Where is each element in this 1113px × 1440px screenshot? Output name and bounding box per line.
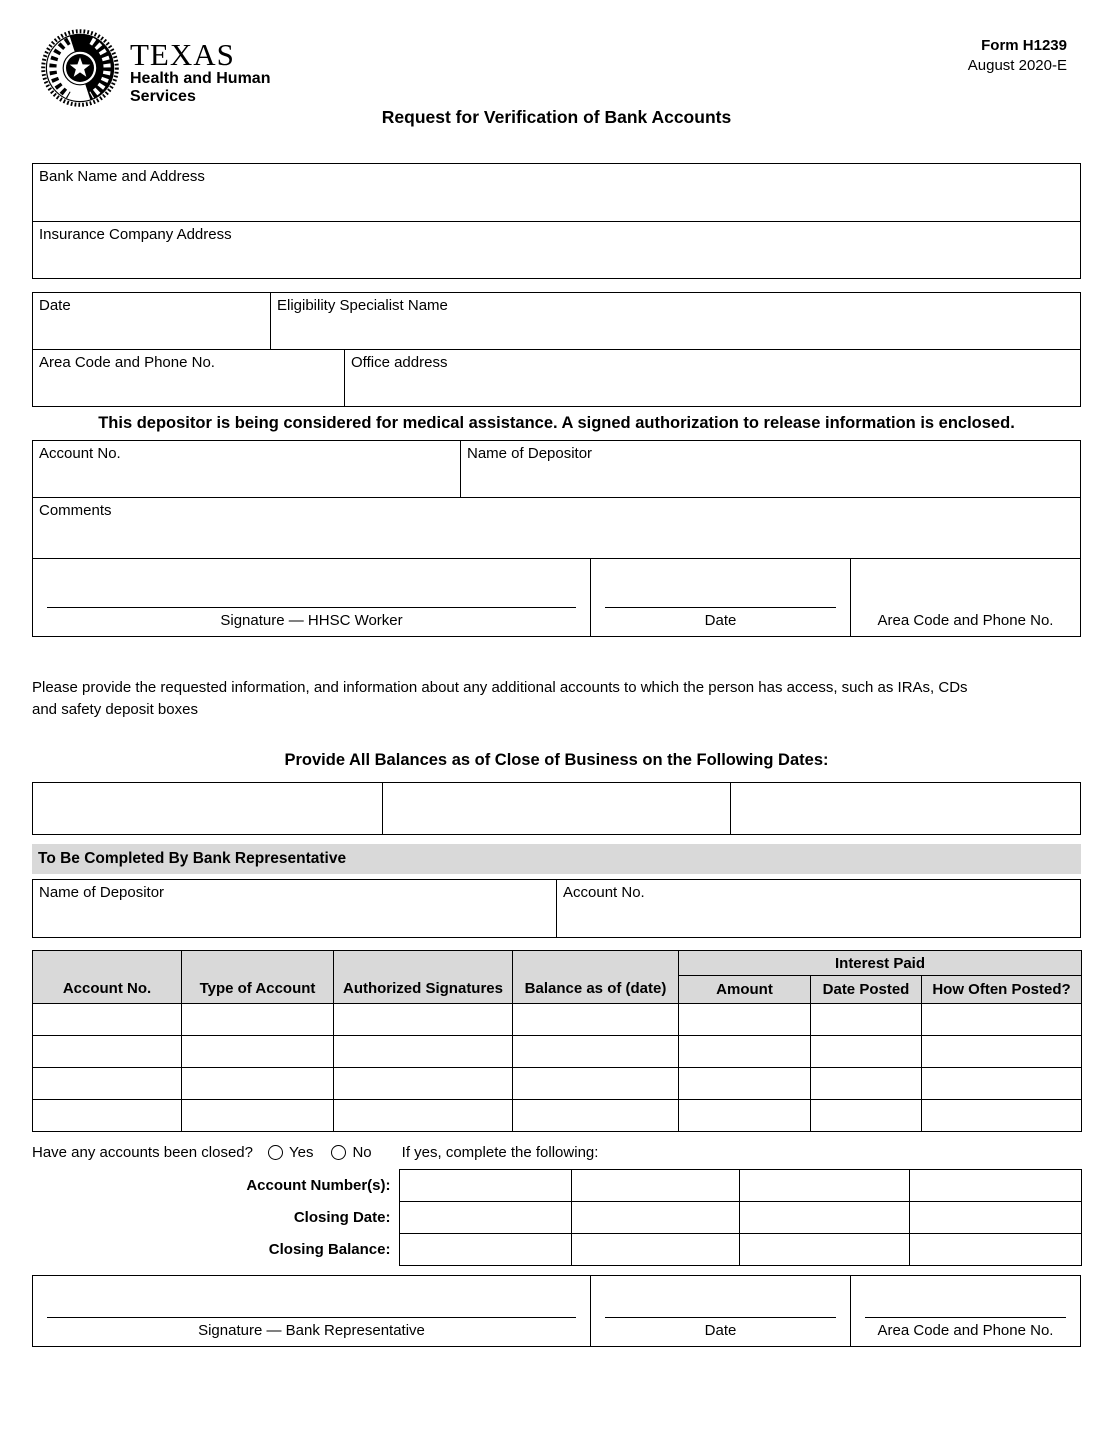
- account-table-cell[interactable]: [679, 1100, 811, 1132]
- date-field[interactable]: [33, 293, 270, 349]
- account-table-cell[interactable]: [33, 1100, 182, 1132]
- account-table-cell[interactable]: [513, 1036, 679, 1068]
- form-id-block: [968, 36, 1067, 76]
- bank-name-address-label: Bank Name and Address: [39, 168, 205, 185]
- bank-rep-phone-label: Area Code and Phone No.: [877, 1322, 1054, 1339]
- closing-date-cell[interactable]: [399, 1202, 571, 1234]
- date-line: [605, 1317, 836, 1318]
- rep-account-no-field[interactable]: [556, 880, 1080, 937]
- name-of-depositor-field[interactable]: [460, 441, 1080, 497]
- balances-heading: Provide All Balances as of Close of Business on the Following Dates:: [284, 751, 829, 769]
- account-table-cell[interactable]: [513, 1004, 679, 1036]
- agency-logo: [40, 28, 270, 108]
- account-table-cell[interactable]: [33, 1068, 182, 1100]
- account-table-cell[interactable]: [679, 1004, 811, 1036]
- no-radio[interactable]: [331, 1145, 346, 1160]
- closed-accounts-question-row: [32, 1144, 1081, 1161]
- hhsc-worker-date-label: Date: [704, 612, 737, 629]
- closed-account-number-cell[interactable]: [909, 1170, 1081, 1202]
- table-row: [32, 1202, 1081, 1234]
- table-row: [33, 1004, 1082, 1036]
- hhsc-worker-signature-label: Signature — HHSC Worker: [220, 612, 403, 629]
- closing-date-cell[interactable]: [909, 1202, 1081, 1234]
- rep-name-of-depositor-field[interactable]: [33, 880, 556, 937]
- no-radio-label: No: [352, 1144, 372, 1161]
- bank-address-box: [32, 163, 1081, 279]
- account-table-cell[interactable]: [182, 1068, 334, 1100]
- account-table-cell[interactable]: [33, 1004, 182, 1036]
- col-header-type-of-account: Type of Account: [182, 951, 334, 1004]
- name-of-depositor-label: Name of Depositor: [467, 445, 593, 462]
- table-row: [32, 1234, 1081, 1266]
- account-table-cell[interactable]: [922, 1068, 1082, 1100]
- signature-line: [47, 607, 576, 608]
- balance-dates-box: [32, 782, 1081, 835]
- account-table-cell[interactable]: [182, 1004, 334, 1036]
- yes-radio-label: Yes: [288, 1144, 314, 1161]
- bank-rep-depositor-box: [32, 879, 1081, 938]
- table-row: [33, 1036, 1082, 1068]
- balance-date-cell-2[interactable]: [382, 783, 730, 834]
- closed-accounts-table: [32, 1169, 1082, 1266]
- form-header: [0, 0, 1113, 163]
- account-table-cell[interactable]: [513, 1068, 679, 1100]
- date-line: [605, 607, 836, 608]
- depositor-notice: This depositor is being considered for medical assistance. A signed authorization to release information is enclosed.: [98, 414, 1015, 432]
- eligibility-specialist-name-label: Eligibility Specialist Name: [277, 297, 448, 314]
- col-group-interest-paid: Interest Paid: [679, 951, 1082, 976]
- account-no-label: Account No.: [39, 445, 121, 462]
- col-header-account-no: Account No.: [33, 951, 182, 1004]
- closing-balance-cell[interactable]: [739, 1234, 909, 1266]
- date-label: Date: [39, 297, 71, 314]
- yes-radio[interactable]: [268, 1145, 283, 1160]
- account-table-cell[interactable]: [679, 1068, 811, 1100]
- instructions-line2: and safety deposit boxes: [32, 701, 198, 718]
- bank-rep-signature-area[interactable]: [33, 1276, 590, 1346]
- agency-name-org: TEXAS: [130, 37, 235, 72]
- account-table-cell[interactable]: [33, 1036, 182, 1068]
- texas-hhs-seal-icon: [40, 28, 120, 108]
- hhsc-worker-signature-area[interactable]: [33, 559, 590, 636]
- account-table-cell[interactable]: [811, 1100, 922, 1132]
- bank-rep-phone-area[interactable]: [850, 1276, 1080, 1346]
- account-table-cell[interactable]: [811, 1036, 922, 1068]
- account-table-cell[interactable]: [922, 1004, 1082, 1036]
- account-table-cell[interactable]: [679, 1036, 811, 1068]
- eligibility-specialist-name-field[interactable]: [270, 293, 1080, 349]
- form-title: Request for Verification of Bank Accounts: [381, 107, 732, 127]
- closing-date-label: Closing Date:: [32, 1202, 399, 1234]
- col-header-amount: Amount: [679, 976, 811, 1004]
- account-table-cell[interactable]: [513, 1100, 679, 1132]
- hhsc-worker-phone-label: Area Code and Phone No.: [877, 612, 1054, 629]
- account-table-cell[interactable]: [182, 1100, 334, 1132]
- office-address-field[interactable]: [344, 350, 1080, 406]
- insurance-company-address-field[interactable]: [33, 222, 1080, 278]
- bank-rep-section-heading: To Be Completed By Bank Representative: [32, 844, 1081, 874]
- col-header-date-posted: Date Posted: [811, 976, 922, 1004]
- insurance-company-address-label: Insurance Company Address: [39, 226, 232, 243]
- col-header-authorized-signatures: Authorized Signatures: [334, 951, 513, 1004]
- signature-line: [47, 1317, 576, 1318]
- agency-name-dept1: Health and Human: [130, 70, 271, 87]
- balance-date-cell-1[interactable]: [33, 783, 382, 834]
- specialist-info-box: [32, 292, 1081, 407]
- rep-name-of-depositor-label: Name of Depositor: [39, 884, 165, 901]
- closing-balance-label: Closing Balance:: [32, 1234, 399, 1266]
- closed-account-numbers-label: Account Number(s):: [32, 1170, 399, 1202]
- bank-name-address-field[interactable]: [33, 164, 1080, 221]
- closing-balance-cell[interactable]: [399, 1234, 571, 1266]
- account-table-cell[interactable]: [811, 1068, 922, 1100]
- hhsc-worker-box: [32, 440, 1081, 637]
- form-number: Form H1239: [981, 37, 1067, 54]
- bank-rep-signature-box: [32, 1275, 1081, 1347]
- closing-balance-cell[interactable]: [571, 1234, 739, 1266]
- account-table-cell[interactable]: [334, 1068, 513, 1100]
- area-code-phone-label: Area Code and Phone No.: [39, 354, 215, 371]
- account-table-cell[interactable]: [334, 1036, 513, 1068]
- closed-account-number-cell[interactable]: [399, 1170, 571, 1202]
- account-no-field[interactable]: [33, 441, 460, 497]
- closing-date-cell[interactable]: [739, 1202, 909, 1234]
- table-row: [33, 1100, 1082, 1132]
- office-address-label: Office address: [351, 354, 448, 371]
- instructions-line1: Please provide the requested information, and information about any additional accounts to which the person has access, such as IRAs, CDs: [32, 679, 968, 696]
- col-header-balance-as-of: Balance as of (date): [513, 951, 679, 1004]
- balance-date-cell-3[interactable]: [730, 783, 1080, 834]
- account-table-cell[interactable]: [922, 1100, 1082, 1132]
- comments-field[interactable]: [33, 498, 1080, 558]
- hhsc-worker-phone-area[interactable]: [850, 559, 1080, 636]
- account-table-cell[interactable]: [922, 1036, 1082, 1068]
- account-table-cell[interactable]: [334, 1100, 513, 1132]
- comments-label: Comments: [39, 502, 112, 519]
- bank-rep-signature-label: Signature — Bank Representative: [198, 1322, 425, 1339]
- if-yes-instruction: If yes, complete the following:: [401, 1144, 599, 1161]
- account-table-cell[interactable]: [811, 1004, 922, 1036]
- closed-accounts-question: Have any accounts been closed?: [32, 1144, 253, 1161]
- instructions-paragraph: [32, 677, 1081, 721]
- area-code-phone-field[interactable]: [33, 350, 344, 406]
- rep-account-no-label: Account No.: [563, 884, 645, 901]
- accounts-table: [32, 950, 1082, 1132]
- closed-account-number-cell[interactable]: [571, 1170, 739, 1202]
- closing-balance-cell[interactable]: [909, 1234, 1081, 1266]
- closed-account-number-cell[interactable]: [739, 1170, 909, 1202]
- form-revision: August 2020-E: [967, 57, 1067, 74]
- table-row: [33, 1068, 1082, 1100]
- agency-name-dept2: Services: [130, 88, 196, 105]
- bank-rep-date-label: Date: [704, 1322, 737, 1339]
- account-table-cell[interactable]: [334, 1004, 513, 1036]
- col-header-how-often-posted: How Often Posted?: [922, 976, 1082, 1004]
- account-table-cell[interactable]: [182, 1036, 334, 1068]
- closing-date-cell[interactable]: [571, 1202, 739, 1234]
- phone-line: [865, 1317, 1066, 1318]
- hhsc-worker-date-area[interactable]: [590, 559, 850, 636]
- agency-name: [130, 28, 270, 108]
- bank-rep-date-area[interactable]: [590, 1276, 850, 1346]
- table-row: [32, 1170, 1081, 1202]
